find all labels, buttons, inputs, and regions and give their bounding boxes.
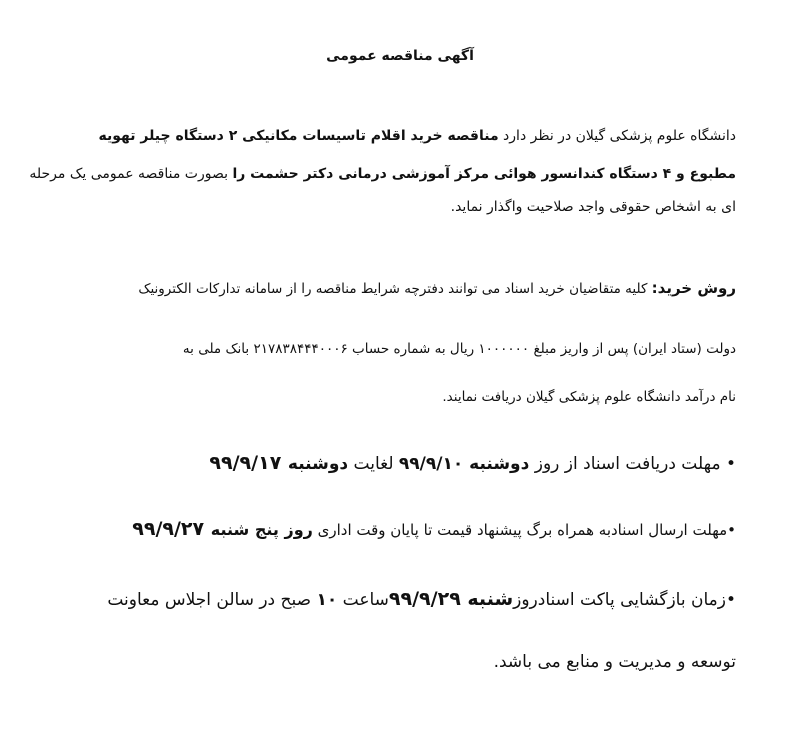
purchase-line-1-text: کلیه متقاضیان خرید اسناد می توانند دفترچه شرایط مناقصه را از سامانه تدارکات الکترونیک (138, 281, 652, 297)
opening-hour-label: ساعت (337, 590, 389, 610)
deadline-submit-day: روز پنج شنبه (210, 520, 313, 539)
purchase-line-1 (56, 279, 736, 297)
intro-line-1-bold: مناقصه خرید اقلام تاسیسات مکانیکی ۲ دستگاه چیلر تهویه (98, 128, 499, 144)
opening-line-2: توسعه و مدیریت و منابع می باشد. (493, 652, 736, 672)
deadline-receive-text: • مهلت دریافت اسناد از روز (529, 454, 736, 474)
intro-line-2-bold: مطبوع و ۴ دستگاه کندانسور هوائی مرکز آموزشی درمانی دکتر حشمت را (232, 166, 736, 182)
opening-hour: ۱۰ (316, 590, 338, 610)
intro-line-2-text: بصورت مناقصه عمومی یک مرحله (29, 166, 233, 182)
deadline-receive-line (56, 452, 736, 474)
opening-location: صبح در سالن اجلاس معاونت (107, 590, 317, 610)
intro-line-1-text: دانشگاه علوم پزشکی گیلان در نظر دارد (498, 128, 736, 144)
deadline-submit-text: •مهلت ارسال اسنادبه همراه برگ پیشنهاد قیمت تا پایان وقت اداری (312, 521, 736, 539)
notice-title: آگهی مناقصه عمومی (326, 48, 474, 64)
purchase-line-3: نام درآمد دانشگاه علوم پزشکی گیلان دریافت نمایند. (442, 389, 736, 405)
deadline-submit-date: ۹۹/۹/۲۷ (132, 518, 211, 540)
purchase-line-2: دولت (ستاد ایران) پس از واریز مبلغ ۱۰۰۰۰۰۰ ریال به شماره حساب ۲۱۷۸۳۸۴۴۴۰۰۰۶ بانک ملی به (182, 341, 736, 357)
purchase-label: روش خرید: (651, 279, 736, 297)
deadline-receive-until: لغایت (348, 454, 399, 474)
deadline-receive-end: ۹۹/۹/۱۷ (209, 452, 288, 474)
opening-line-1 (56, 588, 736, 610)
opening-date: شنبه ۹۹/۹/۲۹ (388, 588, 514, 610)
deadline-receive-start: دوشنبه ۹۹/۹/۱۰ (398, 454, 530, 474)
intro-line-1 (56, 128, 736, 144)
deadline-submit-line (56, 518, 736, 540)
deadline-receive-day: دوشنبه (287, 454, 349, 474)
intro-line-3: ای به اشخاص حقوقی واجد صلاحیت واگذار نماید. (450, 199, 736, 215)
opening-text: •زمان بازگشایی پاکت اسنادروز (513, 590, 736, 610)
intro-line-2 (29, 166, 736, 182)
